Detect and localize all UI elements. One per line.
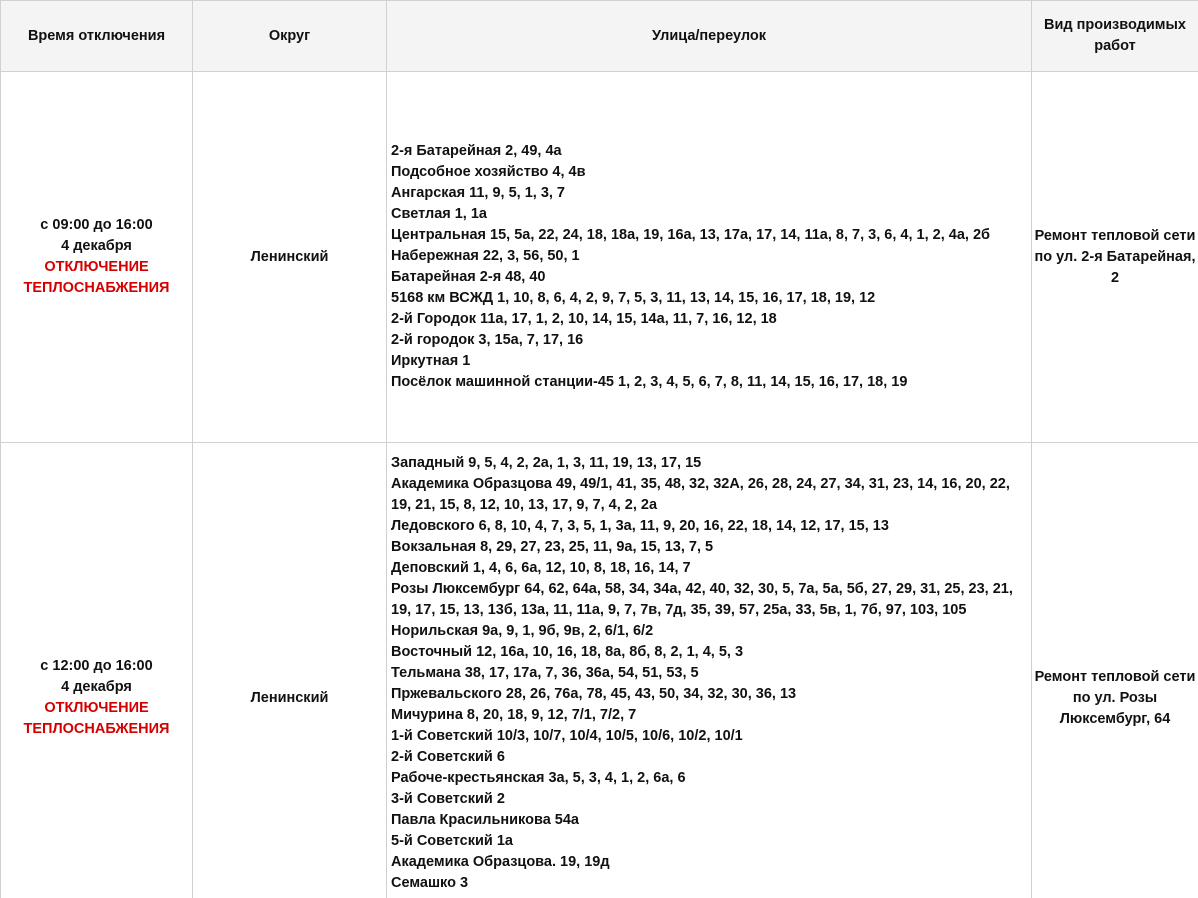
street-entry: Западный 9, 5, 4, 2, 2а, 1, 3, 11, 19, 13, 17, 15 [391,455,702,471]
status-label: ОТКЛЮЧЕНИЕ [44,259,149,275]
street-entry: Иркутная 1 [391,353,471,369]
street-entry: 5-й Советский 1а [391,833,513,849]
header-work: Вид производимых работ [1032,1,1198,72]
street-entry: Деповский 1, 4, 6, 6а, 12, 10, 8, 18, 16, 14, 7 [391,560,691,576]
street-entry: 2-й Городок 11а, 17, 1, 2, 10, 14, 15, 14а, 11, 7, 16, 12, 18 [391,311,777,327]
street-entry: 2-й городок 3, 15а, 7, 17, 16 [391,332,584,348]
street-entry: Академика Образцова 49, 49/1, 41, 35, 48, 32, 32А, 26, 28, 24, 27, 34, 31, 23, 14, 16, 20, 22, 19, 21, 15, 8, 12, 10, 13, 17, 9, 7, 4, 2, 2а [391,476,1010,513]
street-entry: Светлая 1, 1а [391,206,487,222]
street-entry: 1-й Советский 10/3, 10/7, 10/4, 10/5, 10/6, 10/2, 10/1 [391,728,743,744]
street-entry: 2-й Советский 6 [391,749,505,765]
time-range: с 12:00 до 16:00 [40,658,153,674]
street-entry: Ледовского 6, 8, 10, 4, 7, 3, 5, 1, 3а, 11, 9, 20, 16, 22, 18, 14, 12, 17, 15, 13 [391,518,889,534]
table-row [1,443,1198,898]
street-entry: Рабоче-крестьянская 3а, 5, 3, 4, 1, 2, 6а, 6 [391,770,686,786]
street-entry: Норильская 9а, 9, 1, 9б, 9в, 2, 6/1, 6/2 [391,623,654,639]
street-entry: Вокзальная 8, 29, 27, 23, 25, 11, 9а, 15, 13, 7, 5 [391,539,714,555]
street-entry: Мичурина 8, 20, 18, 9, 12, 7/1, 7/2, 7 [391,707,637,723]
street-entry: Восточный 12, 16а, 10, 16, 18, 8а, 8б, 8, 2, 1, 4, 5, 3 [391,644,744,660]
time-range: с 09:00 до 16:00 [40,217,153,233]
status-label: ТЕПЛОСНАБЖЕНИЯ [23,280,170,296]
street-entry: Тельмана 38, 17, 17а, 7, 36, 36а, 54, 51, 53, 5 [391,665,699,681]
street-entry: Подсобное хозяйство 4, 4в [391,164,586,180]
street-entry: 3-й Советский 2 [391,791,505,807]
street-entry: Академика Образцова. 19, 19д [391,854,610,870]
street-entry: 2-я Батарейная 2, 49, 4а [391,143,562,159]
outage-date: 4 декабря [61,679,132,695]
table-header-row [1,1,1198,72]
work-type-cell: Ремонт тепловой сети по ул. 2-я Батарейная, 2 [1032,72,1198,443]
outage-time-cell [1,443,193,898]
table-row [1,72,1198,443]
district-cell: Ленинский [193,443,387,898]
street-entry: 5168 км ВСЖД 1, 10, 8, 6, 4, 2, 9, 7, 5, 3, 11, 13, 14, 15, 16, 17, 18, 19, 12 [391,290,876,306]
street-entry: Центральная 15, 5а, 22, 24, 18, 18а, 19, 16а, 13, 17а, 17, 14, 11а, 8, 7, 3, 6, 4, 1, 2, 4а, 2б [391,227,990,243]
header-district: Округ [193,1,387,72]
street-entry: Посёлок машинной станции-45 1, 2, 3, 4, 5, 6, 7, 8, 11, 14, 15, 16, 17, 18, 19 [391,374,908,390]
outage-time-cell [1,72,193,443]
street-entry: Семашко 3 [391,875,469,891]
work-type-cell: Ремонт тепловой сети по ул. Розы Люксембург, 64 [1032,443,1198,898]
street-entry: Батарейная 2-я 48, 40 [391,269,546,285]
streets-cell [387,72,1032,443]
status-label: ТЕПЛОСНАБЖЕНИЯ [23,721,170,737]
streets-cell [387,443,1032,898]
street-entry: Розы Люксембург 64, 62, 64а, 58, 34, 34а, 42, 40, 32, 30, 5, 7а, 5а, 5б, 27, 29, 31, 25, 23, 21, 19, 17, 15, 13, 13б, 13а, 11, 11а, 9, 7, 7в, 7д, 35, 39, 57, 25а, 33, 5в, 1, 7б, 97, 103, 105 [391,581,1013,618]
district-cell: Ленинский [193,72,387,443]
street-entry: Набережная 22, 3, 56, 50, 1 [391,248,580,264]
street-entry: Павла Красильникова 54а [391,812,579,828]
status-label: ОТКЛЮЧЕНИЕ [44,700,149,716]
street-entry: Пржевальского 28, 26, 76а, 78, 45, 43, 50, 34, 32, 30, 36, 13 [391,686,797,702]
header-time: Время отключения [1,1,193,72]
header-street: Улица/переулок [387,1,1032,72]
street-entry: Ангарская 11, 9, 5, 1, 3, 7 [391,185,565,201]
outage-date: 4 декабря [61,238,132,254]
